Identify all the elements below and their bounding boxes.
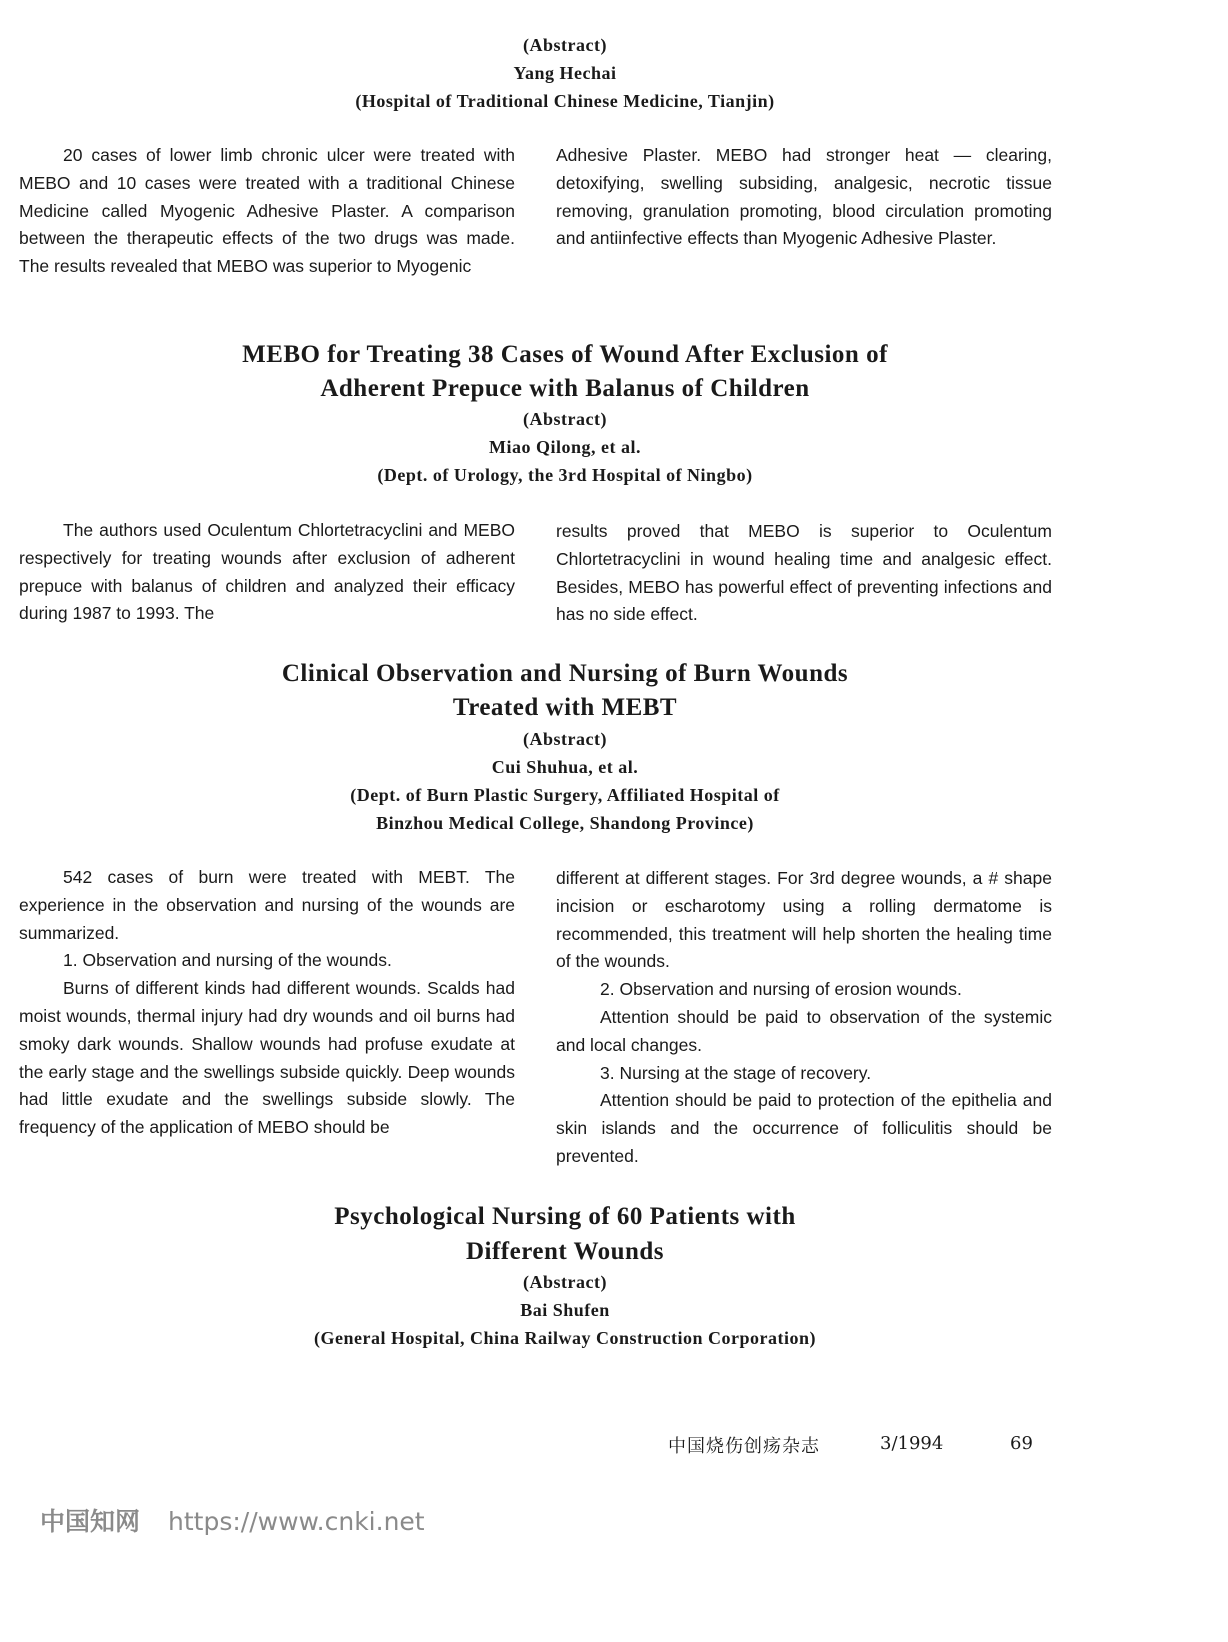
section3-right-column [556, 865, 1052, 1171]
paragraph: Attention should be paid to observation of the systemic and local changes. [556, 1006, 1052, 1055]
article-title: Different Wounds [465, 1238, 665, 1265]
abstract-label: (Abstract) [523, 1272, 607, 1292]
abstract-label: (Abstract) [523, 729, 607, 749]
author-name: Cui Shuhua, et al. [491, 757, 639, 777]
paragraph: Attention should be paid to protection of the epithelia and skin islands and the occurrence of folliculitis should be prevented. [556, 1090, 1052, 1166]
author-affiliation: (Dept. of Burn Plastic Surgery, Affiliated Hospital of [350, 785, 780, 805]
section1-right-column [556, 142, 1052, 253]
section2-left-column [19, 517, 515, 628]
article-title: MEBO for Treating 38 Cases of Wound After Exclusion of [242, 341, 888, 368]
paragraph: Adhesive Plaster. MEBO had stronger heat — clearing, detoxifying, swelling subsiding, analgesic, necrotic tissue removing, granulation promoting, blood circulation promoting and antiinfective effects than Myogenic Adhesive Plaster. [556, 145, 1052, 249]
paragraph: 2. Observation and nursing of erosion wounds. [600, 979, 962, 1000]
section3-left-column [19, 864, 515, 1142]
paragraph: 20 cases of lower limb chronic ulcer were treated with MEBO and 10 cases were treated with a traditional Chinese Medicine called Myogenic Adhesive Plaster. A comparison between the therapeutic effects of the two drugs was made. The results revealed that MEBO was superior to Myogenic [19, 145, 515, 277]
article-title: Adherent Prepuce with Balanus of Children [320, 375, 810, 402]
paragraph: 3. Nursing at the stage of recovery. [600, 1062, 872, 1083]
paragraph: results proved that MEBO is superior to Oculentum Chlortetracyclini in wound healing time and analgesic effect. Besides, MEBO has powerful effect of preventing infections and has no side effect. [556, 521, 1052, 625]
issue-number: 3/1994 [880, 1433, 944, 1454]
page-number: 69 [1010, 1433, 1033, 1454]
section1-left-column [19, 142, 515, 281]
article-title: Clinical Observation and Nursing of Burn Wounds [281, 660, 849, 687]
author-name: Miao Qilong, et al. [489, 437, 641, 457]
paragraph: 542 cases of burn were treated with MEBT. The experience in the observation and nursing of the wounds are summarized. [19, 867, 515, 943]
article-title: Treated with MEBT [452, 694, 678, 721]
journal-name: 中国烧伤创疡杂志 [668, 1436, 820, 1457]
abstract-label: (Abstract) [523, 35, 607, 55]
paragraph: Burns of different kinds had different wounds. Scalds had moist wounds, thermal injury had dry wounds and oil burns had smoky dark wounds. Shallow wounds had profuse exudate at the early stage and the swellings subside quickly. Deep wounds had little exudate and the swellings subside slowly. The frequency of the application of MEBO should be [19, 978, 515, 1138]
article-title: Psychological Nursing of 60 Patients with [334, 1203, 796, 1230]
paragraph: 1. Observation and nursing of the wounds. [63, 950, 392, 971]
paragraph: The authors used Oculentum Chlortetracyclini and MEBO respectively for treating wounds after exclusion of adherent prepuce with balanus of children and analyzed their efficacy during 1987 to 1993. The [19, 520, 515, 624]
watermark [40, 1502, 425, 1538]
author-affiliation: Binzhou Medical College, Shandong Province) [376, 813, 754, 833]
author-name: Yang Hechai [513, 63, 617, 83]
author-affiliation: (Dept. of Urology, the 3rd Hospital of Ningbo) [377, 465, 753, 485]
author-name: Bai Shufen [520, 1300, 610, 1320]
paragraph: different at different stages. For 3rd degree wounds, a # shape incision or escharotomy using a rolling dermatome is recommended, this treatment will help shorten the healing time of the wounds. [556, 868, 1052, 972]
abstract-label: (Abstract) [523, 409, 607, 429]
cnki-logo: 中国知网 [40, 1507, 141, 1536]
author-affiliation: (General Hospital, China Railway Construction Corporation) [313, 1328, 816, 1348]
author-affiliation: (Hospital of Traditional Chinese Medicine, Tianjin) [355, 91, 775, 111]
section2-right-column [556, 518, 1052, 629]
watermark-url[interactable]: https://www.cnki.net [168, 1507, 425, 1536]
